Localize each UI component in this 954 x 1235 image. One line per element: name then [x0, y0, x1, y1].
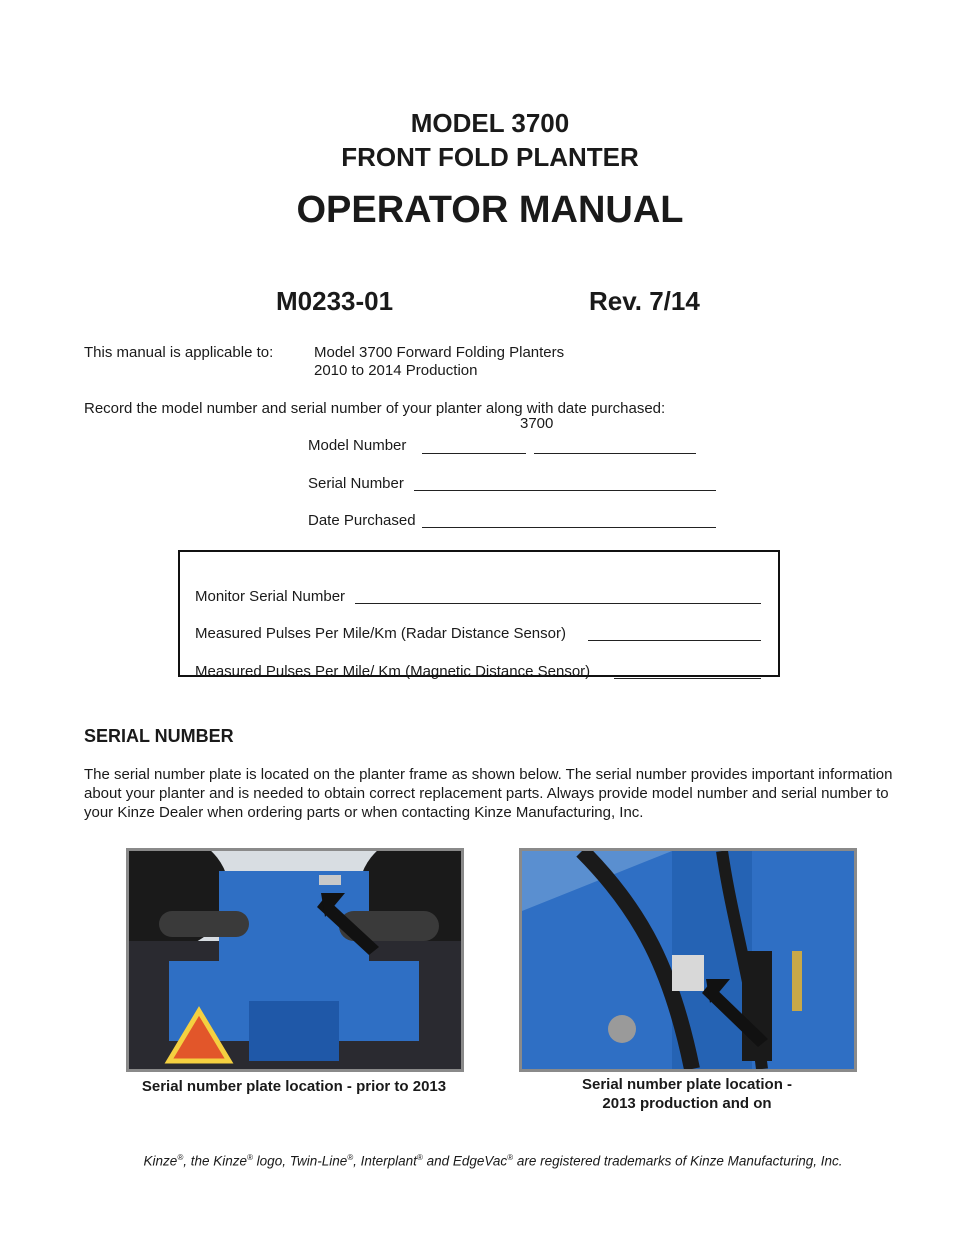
reg-mark: ®	[507, 1153, 514, 1162]
footer-rest: are registered trademarks of Kinze Manufacturing, Inc.	[513, 1153, 843, 1169]
serial-section-heading: SERIAL NUMBER	[84, 726, 234, 746]
planter-illustration-left	[129, 851, 461, 1069]
applicability-label: This manual is applicable to:	[84, 344, 274, 361]
model-number-label: Model Number	[308, 437, 407, 454]
monitor-serial-line	[355, 603, 761, 604]
applicability-line2: 2010 to 2014 Production	[314, 362, 478, 379]
sensor-record-box	[178, 550, 780, 680]
date-purchased-label: Date Purchased	[308, 512, 416, 529]
right-photo-caption-line2: 2013 production and on	[602, 1095, 772, 1112]
footer-the-kinze: , the Kinze	[183, 1153, 248, 1169]
footer-logo-twinline: logo, Twin-Line	[252, 1153, 348, 1169]
document-number: M0233-01	[276, 286, 394, 316]
radar-pulses-label: Measured Pulses Per Mile/Km (Radar Distance Sensor)	[195, 625, 566, 642]
magnetic-pulses-label: Measured Pulses Per Mile/ Km (Magnetic Distance Sensor)	[195, 663, 591, 680]
footer-kinze: Kinze	[143, 1153, 178, 1169]
planter-illustration-right	[522, 851, 854, 1069]
model-number-line	[422, 453, 526, 454]
reg-mark: ®	[177, 1153, 184, 1162]
magnetic-pulses-line	[614, 678, 761, 679]
footer-interplant: , Interplant	[353, 1153, 417, 1169]
serial-section-paragraph: The serial number plate is located on the planter frame as shown below. The serial number provides important information about your planter and is needed to obtain correct replacement parts. Always provide model number and serial number to your Kinze Dealer when ordering parts or when contacting Kinze Manufacturing, Inc.	[84, 766, 893, 821]
serial-number-label: Serial Number	[308, 475, 404, 492]
record-instruction: Record the model number and serial number of your planter along with date purchased:	[84, 400, 666, 417]
serial-number-line	[414, 490, 716, 491]
manual-title: OPERATOR MANUAL	[296, 189, 684, 231]
reg-mark: ®	[347, 1153, 354, 1162]
model-number-value: 3700	[520, 415, 554, 432]
serial-plate-photo-prior-2013	[126, 848, 464, 1072]
right-photo-caption-line1: Serial number plate location -	[581, 1076, 793, 1093]
reg-mark: ®	[416, 1153, 423, 1162]
date-purchased-line	[422, 527, 716, 528]
reg-mark: ®	[247, 1153, 253, 1162]
left-photo-caption: Serial number plate location - prior to 2013	[141, 1078, 447, 1095]
model-title: MODEL 3700	[410, 108, 570, 138]
product-title: FRONT FOLD PLANTER	[341, 142, 639, 172]
trademark-footer	[0, 1153, 954, 1169]
revision: Rev. 7/14	[589, 286, 700, 316]
model-number-line-2	[534, 453, 696, 454]
serial-plate-photo-2013-on	[519, 848, 857, 1072]
applicability-line1: Model 3700 Forward Folding Planters	[314, 344, 565, 361]
footer-and-edgevac: and EdgeVac	[422, 1153, 508, 1169]
radar-pulses-line	[588, 640, 761, 641]
monitor-serial-label: Monitor Serial Number	[195, 588, 346, 605]
